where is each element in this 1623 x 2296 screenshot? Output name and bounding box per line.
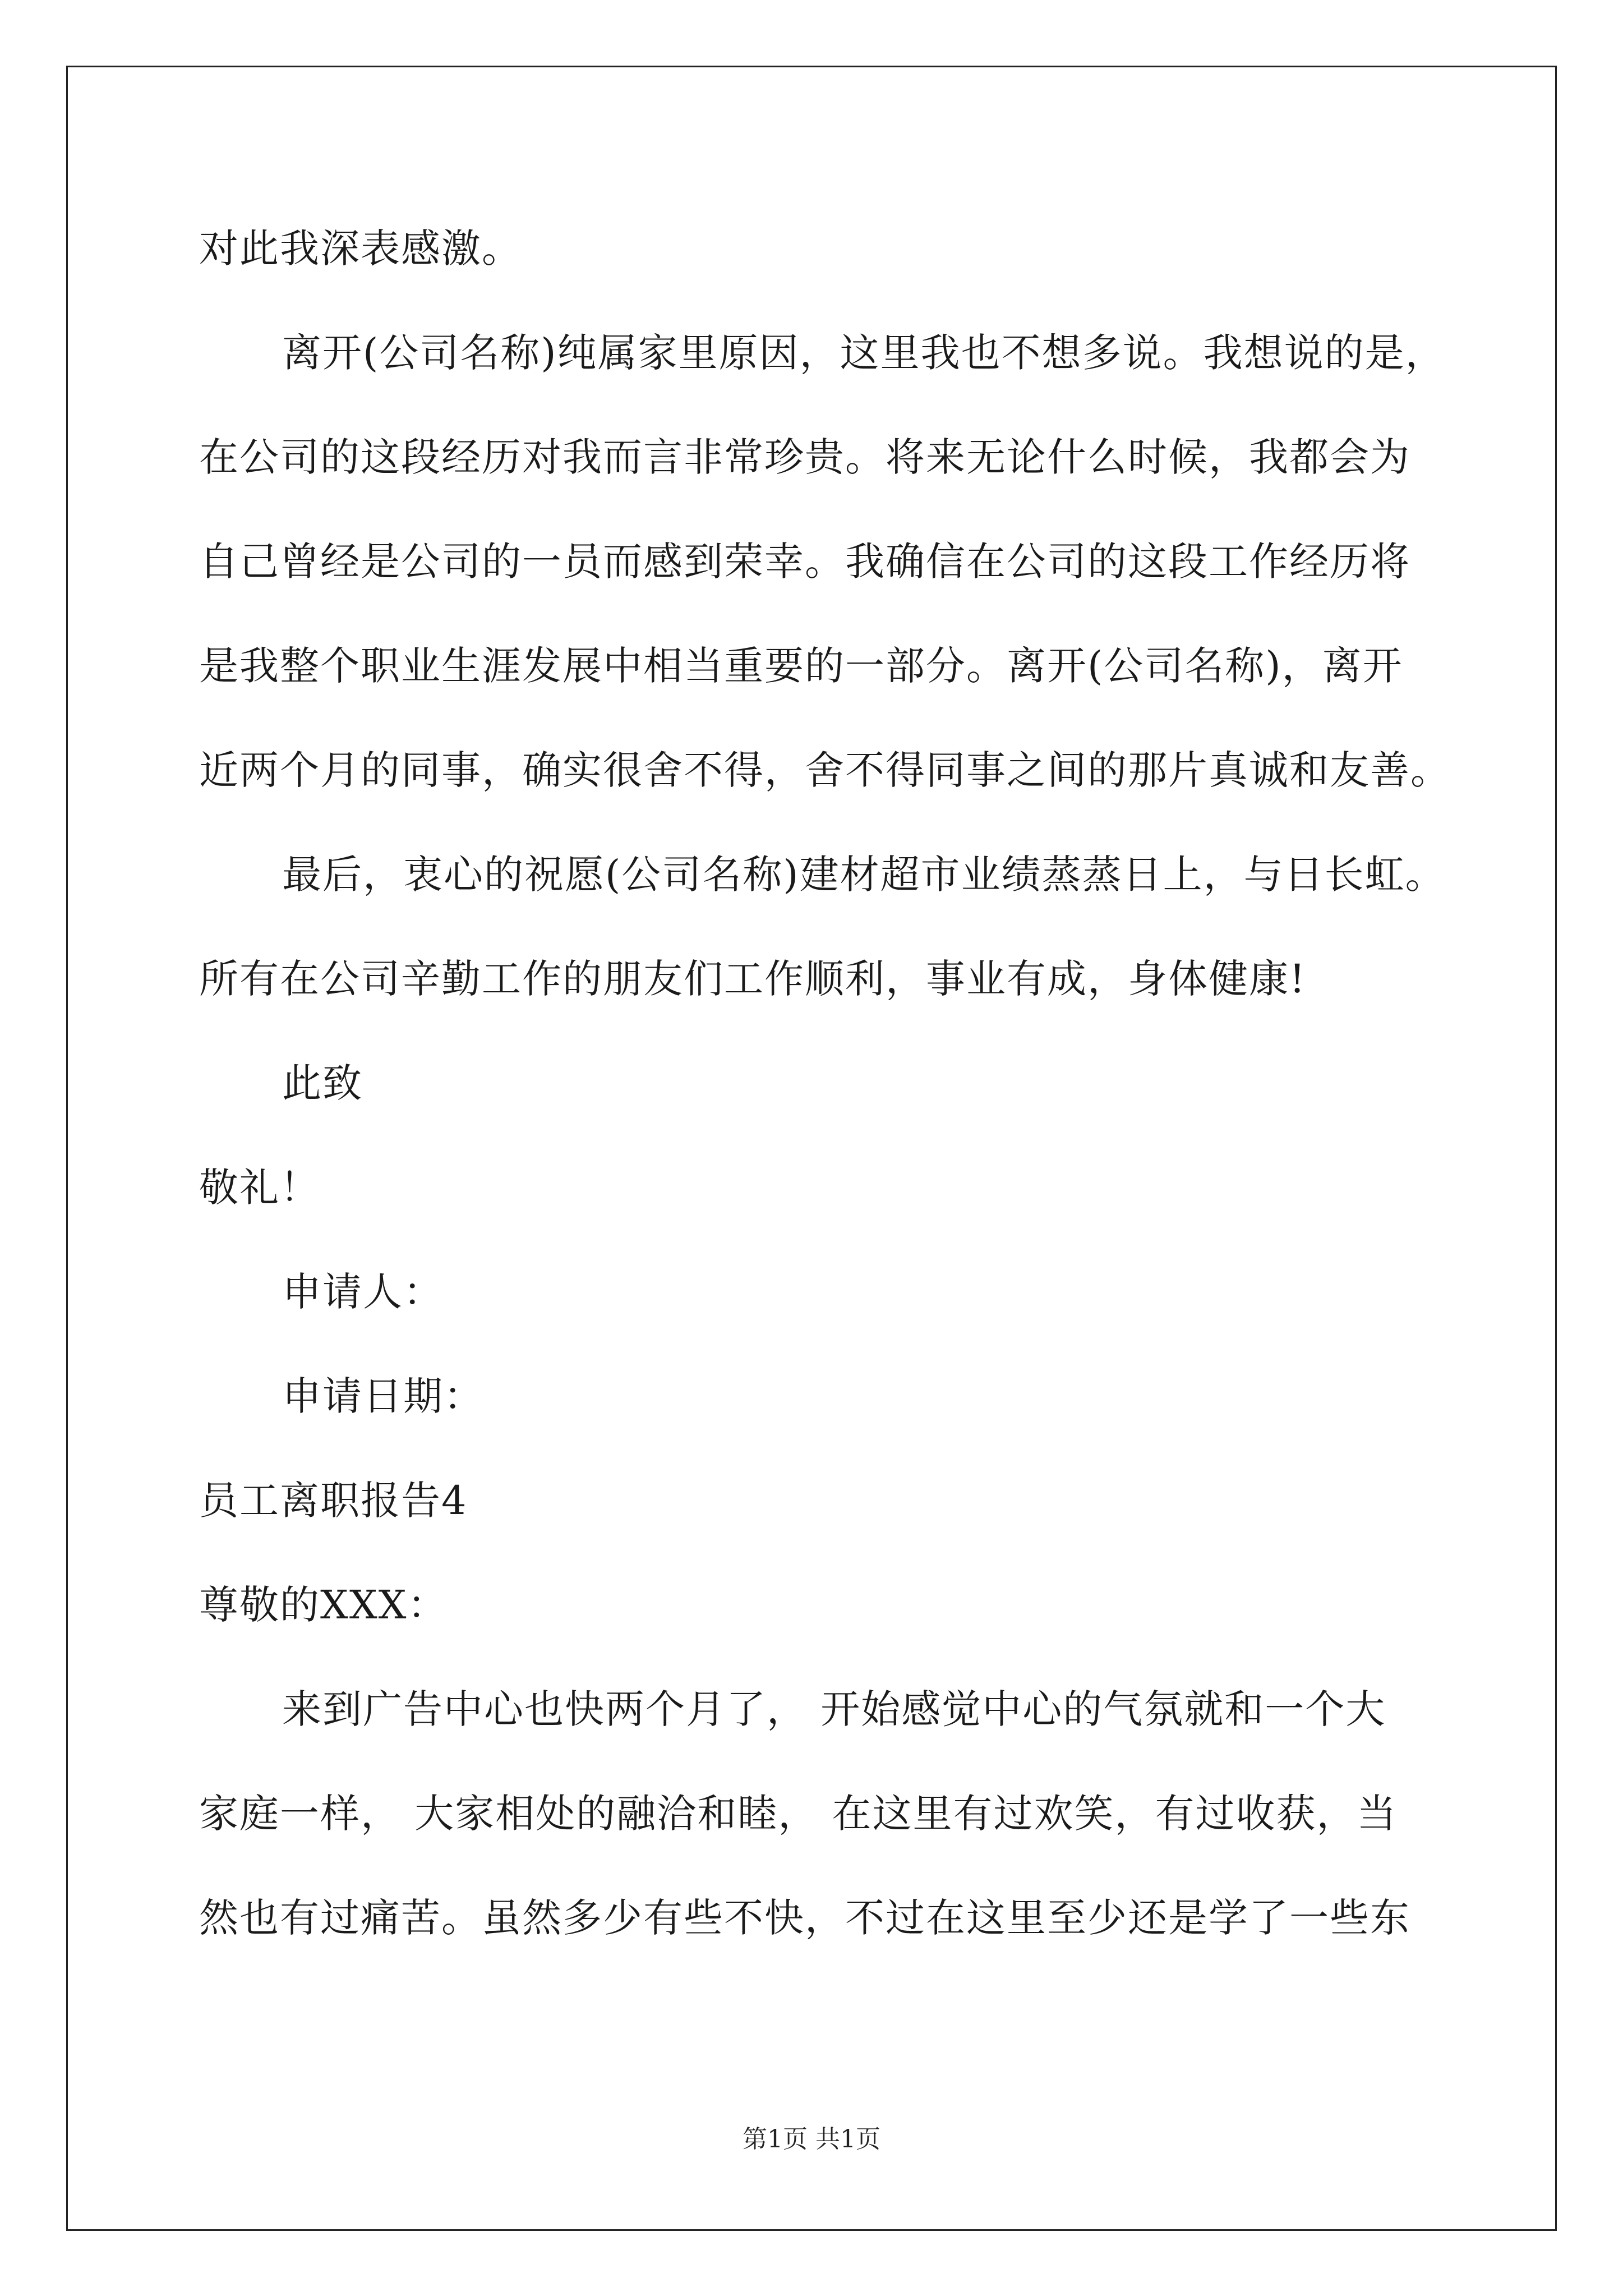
page-footer: 第1页 共1页 <box>743 2125 880 2154</box>
section-title: 员工离职报告4 <box>199 1478 468 1524</box>
text-line: 所有在公司辛勤工作的朋友们工作顺利，事业有成，身体健康! <box>199 956 1307 1002</box>
text-line: 自己曾经是公司的一员而感到荣幸。我确信在公司的这段工作经历将 <box>199 539 1410 585</box>
paragraph-line: 离开(公司名称)纯属家里原因，这里我也不想多说。我想说的是， <box>282 330 1446 376</box>
paragraph-line: 最后，衷心的祝愿(公司名称)建材超市业绩蒸蒸日上，与日长虹。 <box>282 852 1446 898</box>
text-line: 家庭一样， 大家相处的融洽和睦， 在这里有过欢笑，有过收获，当 <box>199 1791 1398 1837</box>
text-line: 近两个月的同事，确实很舍不得，舍不得同事之间的那片真诚和友善。 <box>199 747 1451 793</box>
closing-regards: 敬礼！ <box>199 1165 320 1211</box>
applicant-label: 申请人： <box>282 1269 444 1315</box>
paragraph-line: 来到广告中心也快两个月了， 开始感觉中心的气氛就和一个大 <box>282 1686 1386 1732</box>
application-date-label: 申请日期： <box>282 1373 484 1419</box>
greeting: 尊敬的XXX： <box>199 1582 448 1628</box>
text-line: 对此我深表感激。 <box>199 226 522 272</box>
closing-salutation: 此致 <box>282 1060 363 1106</box>
text-line: 在公司的这段经历对我而言非常珍贵。将来无论什么时候，我都会为 <box>199 434 1410 480</box>
text-line: 是我整个职业生涯发展中相当重要的一部分。离开(公司名称)，离开 <box>199 643 1403 689</box>
text-line: 然也有过痛苦。虽然多少有些不快，不过在这里至少还是学了一些东 <box>199 1895 1410 1941</box>
